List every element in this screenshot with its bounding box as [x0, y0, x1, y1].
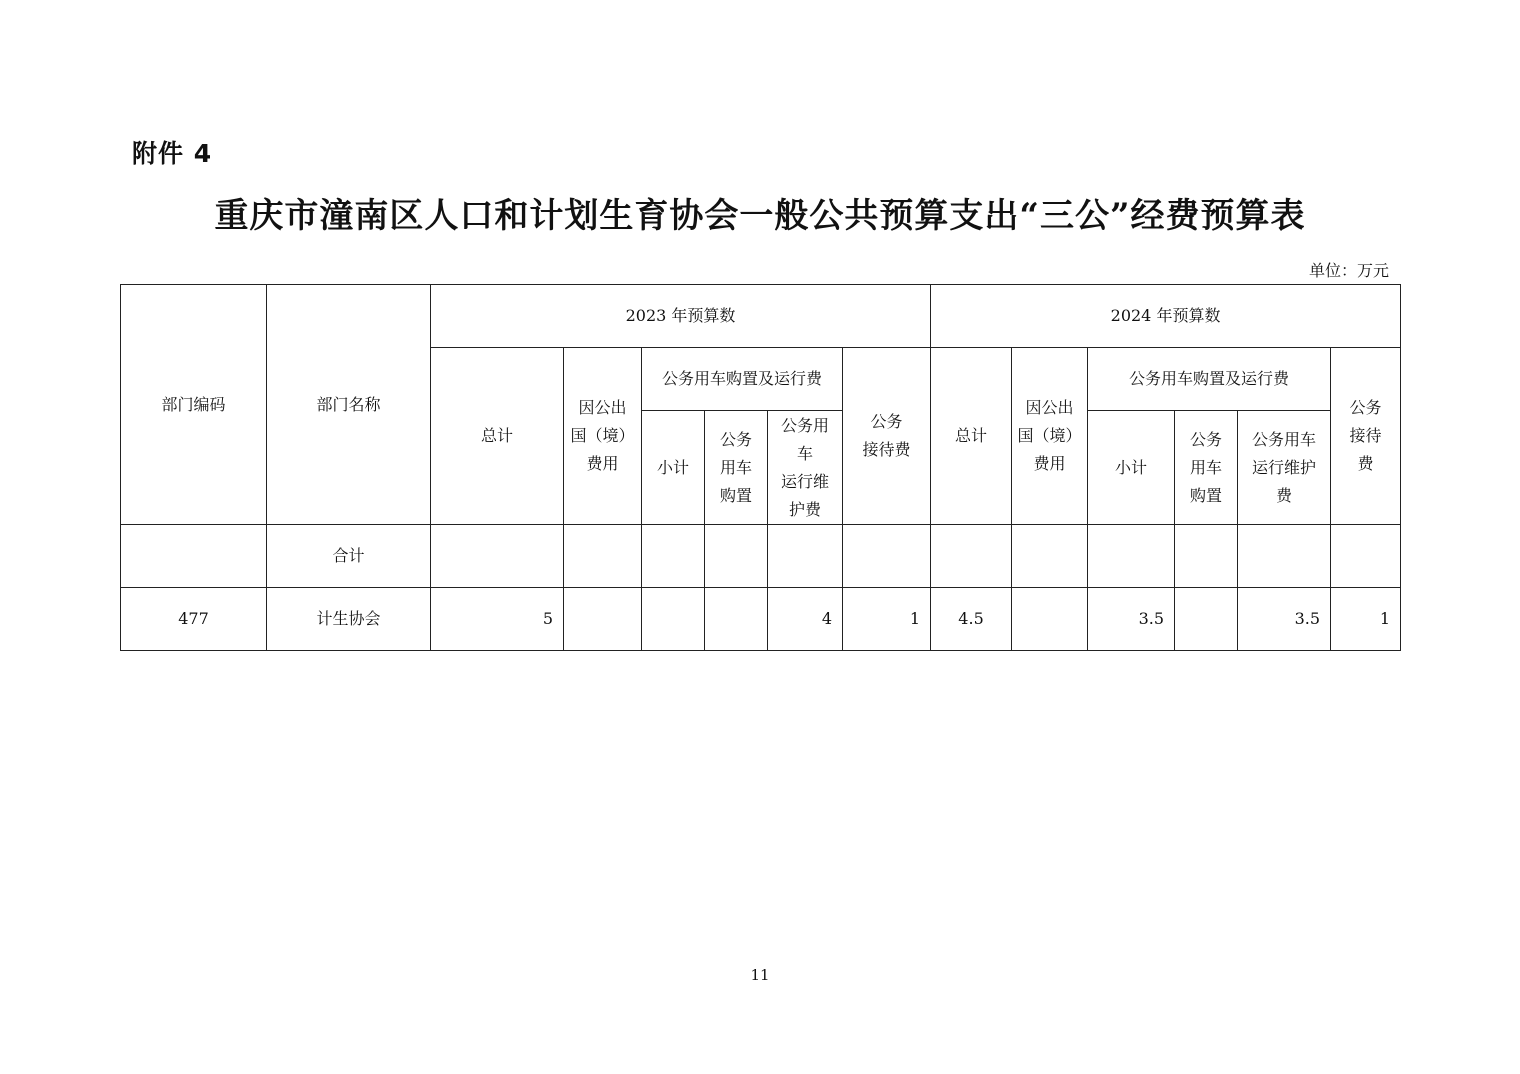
cell-2023-reception [843, 525, 931, 588]
header-2024-maintenance: 公务用车 运行维护 费 [1238, 411, 1331, 525]
header-2023: 2023 年预算数 [431, 285, 931, 348]
cell-2024-maintenance [1238, 525, 1331, 588]
page-number: 11 [750, 966, 770, 984]
header-2024-purchase: 公务 用车 购置 [1175, 411, 1238, 525]
cell-2024-reception [1331, 525, 1401, 588]
header-2023-total: 总计 [431, 348, 564, 525]
table-row [121, 588, 1401, 651]
header-dept-name: 部门名称 [267, 285, 431, 525]
cell-2024-reception: 1 [1331, 588, 1401, 651]
cell-2024-total: 4.5 [931, 588, 1012, 651]
header-2024-total: 总计 [931, 348, 1012, 525]
cell-2023-maintenance: 4 [768, 588, 843, 651]
cell-2024-subtotal: 3.5 [1088, 588, 1175, 651]
header-2023-vehicle: 公务用车购置及运行费 [642, 348, 843, 411]
cell-2023-total [431, 525, 564, 588]
cell-2023-maintenance [768, 525, 843, 588]
cell-2024-purchase [1175, 525, 1238, 588]
cell-2023-purchase [705, 588, 768, 651]
header-2024-reception: 公务 接待 费 [1331, 348, 1401, 525]
table-row-total [121, 525, 1401, 588]
cell-2024-maintenance: 3.5 [1238, 588, 1331, 651]
header-2024-abroad: 因公出 国（境） 费用 [1012, 348, 1088, 525]
cell-name: 计生协会 [267, 588, 431, 651]
page-title: 重庆市潼南区人口和计划生育协会一般公共预算支出“三公”经费预算表 [214, 196, 1306, 236]
cell-2023-purchase [705, 525, 768, 588]
cell-2023-abroad [564, 525, 642, 588]
header-2023-maintenance: 公务用 车 运行维 护费 [768, 411, 843, 525]
cell-2024-subtotal [1088, 525, 1175, 588]
cell-2023-subtotal [642, 525, 705, 588]
header-2023-abroad: 因公出 国（境） 费用 [564, 348, 642, 525]
header-dept-code: 部门编码 [121, 285, 267, 525]
header-2023-subtotal: 小计 [642, 411, 705, 525]
cell-code [121, 525, 267, 588]
cell-2023-subtotal [642, 588, 705, 651]
cell-code: 477 [121, 588, 267, 651]
unit-label: 单位：万元 [1308, 261, 1389, 280]
header-2024: 2024 年预算数 [931, 285, 1401, 348]
cell-2023-total: 5 [431, 588, 564, 651]
cell-2023-abroad [564, 588, 642, 651]
header-2024-vehicle: 公务用车购置及运行费 [1088, 348, 1331, 411]
header-2024-subtotal: 小计 [1088, 411, 1175, 525]
cell-name: 合计 [267, 525, 431, 588]
cell-2024-abroad [1012, 588, 1088, 651]
header-2023-purchase: 公务 用车 购置 [705, 411, 768, 525]
cell-2023-reception: 1 [843, 588, 931, 651]
cell-2024-total [931, 525, 1012, 588]
cell-2024-abroad [1012, 525, 1088, 588]
attachment-label: 附件 4 [132, 139, 213, 168]
header-2023-reception: 公务 接待费 [843, 348, 931, 525]
cell-2024-purchase [1175, 588, 1238, 651]
budget-table [120, 284, 1401, 651]
